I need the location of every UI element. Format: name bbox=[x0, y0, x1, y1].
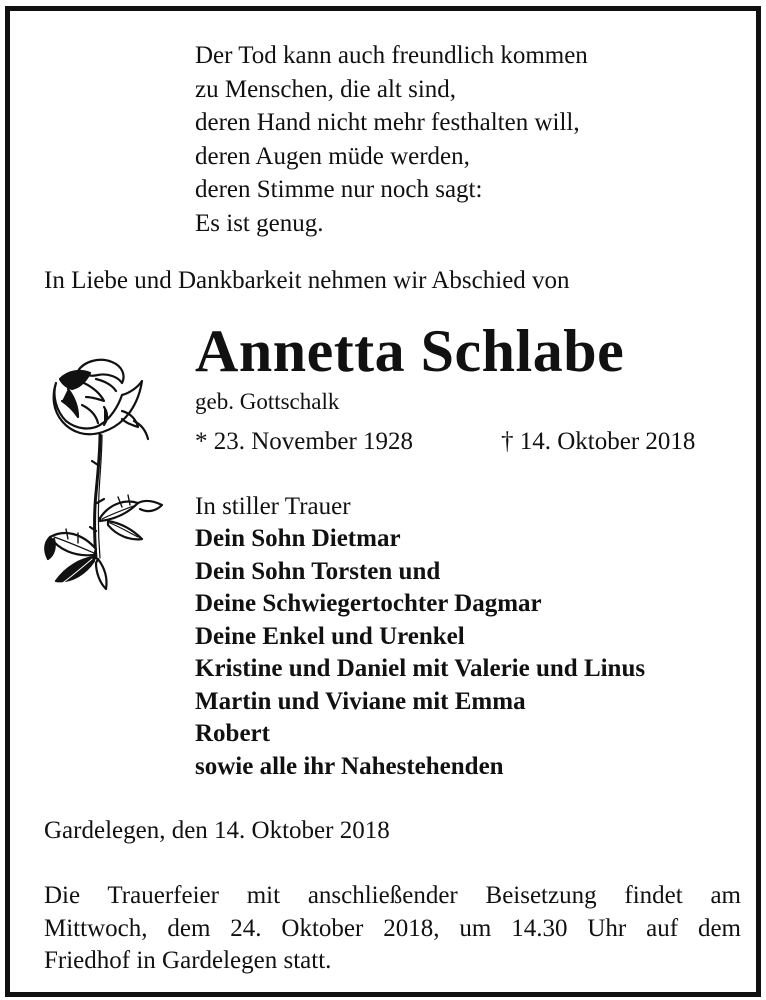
funeral-notice bbox=[44, 880, 741, 978]
poem-line: zu Menschen, die alt sind, bbox=[195, 75, 457, 103]
poem-line: Der Tod kann auch freundlich kommen bbox=[195, 42, 588, 69]
mourner-line: Deine Schwiegertochter Dagmar bbox=[195, 590, 542, 617]
mourner-line: Robert bbox=[195, 720, 270, 747]
mourner-line: Kristine und Daniel mit Valerie und Linus bbox=[195, 655, 646, 682]
mourner-line: sowie alle ihr Nahestehenden bbox=[195, 752, 504, 780]
funeral-line: Mittwoch, dem 24. Oktober 2018, um 14.30 Uhr auf dem bbox=[44, 914, 741, 942]
birth-date: * 23. November 1928 bbox=[195, 428, 414, 455]
poem-line: deren Hand nicht mehr festhalten will, bbox=[195, 109, 580, 136]
death-date: † 14. Oktober 2018 bbox=[501, 428, 696, 455]
poem bbox=[195, 39, 588, 240]
poem-line: deren Augen müde werden, bbox=[195, 142, 470, 170]
maiden-name: geb. Gottschalk bbox=[195, 389, 340, 414]
place-and-date: Gardelegen, den 14. Oktober 2018 bbox=[44, 817, 390, 844]
mourner-line: Deine Enkel und Urenkel bbox=[195, 622, 465, 650]
funeral-line: Die Trauerfeier mit anschließender Beisetzung findet am bbox=[44, 882, 741, 909]
farewell-intro: In Liebe und Dankbarkeit nehmen wir Abschied von bbox=[44, 267, 570, 294]
mourner-line: Dein Sohn Dietmar bbox=[195, 525, 401, 552]
mourner-line: Martin und Viviane mit Emma bbox=[195, 687, 526, 715]
deceased-name: Annetta Schlabe bbox=[195, 318, 625, 384]
poem-line: deren Stimme nur noch sagt: bbox=[195, 176, 483, 203]
mourner-line: Dein Sohn Torsten und bbox=[195, 557, 441, 585]
poem-line: Es ist genug. bbox=[195, 209, 324, 237]
mourning-heading: In stiller Trauer bbox=[195, 493, 351, 520]
mourners-list bbox=[195, 523, 645, 783]
rose-icon bbox=[38, 353, 170, 598]
funeral-line: Friedhof in Gardelegen statt. bbox=[44, 947, 332, 974]
obituary-frame bbox=[5, 6, 761, 997]
